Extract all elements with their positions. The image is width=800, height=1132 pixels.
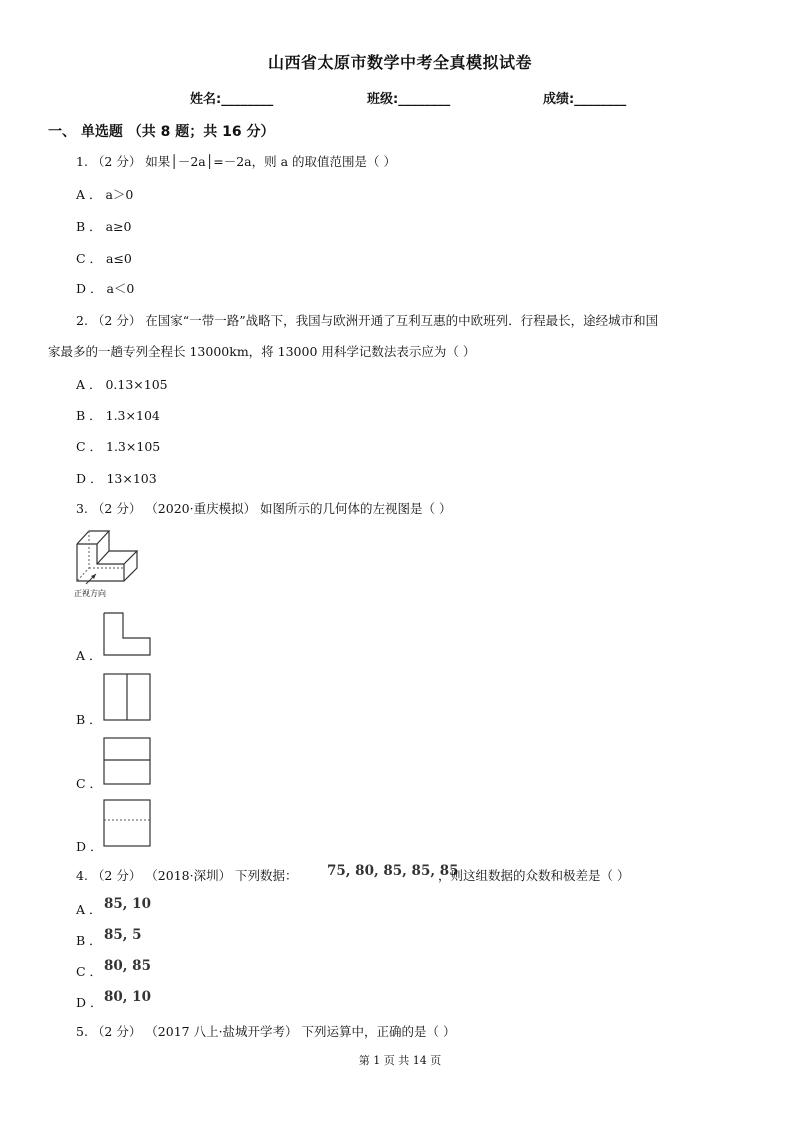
question-2-option-c: C ． 1.3×105 <box>76 439 161 454</box>
question-1-stem: 1. （2 分） 如果│－2a│=－2a，则 a 的取值范围是（ ） <box>76 154 397 169</box>
question-1-option-b: B ． a≥0 <box>76 219 132 234</box>
figure-caption: 正视方向 <box>74 589 106 598</box>
class-field-label: 班级:________ <box>367 92 451 107</box>
question-2-option-b: B ． 1.3×104 <box>76 408 160 423</box>
question-1-option-d: D ． a＜0 <box>76 281 135 296</box>
question-2-stem-line1: 2. （2 分） 在国家“一带一路”战略下，我国与欧洲开通了互利互惠的中欧班列．行程最长，途经城市和国 <box>76 313 659 328</box>
question-2-option-a: A ． 0.13×105 <box>76 377 168 392</box>
page-footer: 第 1 页 共 14 页 <box>358 1054 442 1067</box>
question-4-option-c-letter: C ． <box>76 964 103 979</box>
section-heading: 一、 单选题 （共 8 题；共 16 分） <box>48 124 275 140</box>
page-title: 山西省太原市数学中考全真模拟试卷 <box>267 53 532 72</box>
question-5-stem: 5. （2 分） （2017 八上·盐城开学考） 下列运算中，正确的是（ ） <box>76 1024 456 1039</box>
option-c-split-rect[interactable] <box>103 737 153 786</box>
option-b-split-rect[interactable] <box>103 673 153 722</box>
question-3-option-b: B ． <box>76 712 102 727</box>
question-2-option-d: D ． 13×103 <box>76 471 157 486</box>
option-d-dashed-rect[interactable] <box>103 799 153 848</box>
question-1-option-a: A ． a＞0 <box>76 187 134 202</box>
question-4-option-b-letter: B ． <box>76 933 102 948</box>
question-4-option-c-value: 80, 85 <box>104 958 151 974</box>
question-4-stem-post: ，则这组数据的众数和极差是（ ） <box>438 868 630 883</box>
option-a-l-shape[interactable] <box>103 612 153 658</box>
question-3-stem: 3. （2 分） （2020·重庆模拟） 如图所示的几何体的左视图是（ ） <box>76 501 452 516</box>
name-field-label: 姓名:________ <box>190 92 274 107</box>
question-3-option-a: A ． <box>76 648 102 663</box>
question-1-option-c: C ． a≤0 <box>76 251 132 266</box>
score-field-label: 成绩:________ <box>543 92 627 107</box>
question-4-option-a-value: 85, 10 <box>104 896 151 912</box>
question-4-option-a-letter: A ． <box>76 902 102 917</box>
question-4-data-values: 75, 80, 85, 85, 85 <box>327 863 459 879</box>
question-4-option-d-letter: D ． <box>76 995 103 1010</box>
question-3-option-c: C ． <box>76 776 103 791</box>
question-4-stem-pre: 4. （2 分） （2018·深圳） 下列数据： <box>76 868 298 883</box>
question-4-option-b-value: 85, 5 <box>104 927 142 943</box>
question-4-option-d-value: 80, 10 <box>104 989 151 1005</box>
question-2-stem-line2: 家最多的一趟专列全程长 13000km，将 13000 用科学记数法表示应为（ ） <box>48 344 476 359</box>
question-3-option-d: D ． <box>76 839 103 854</box>
